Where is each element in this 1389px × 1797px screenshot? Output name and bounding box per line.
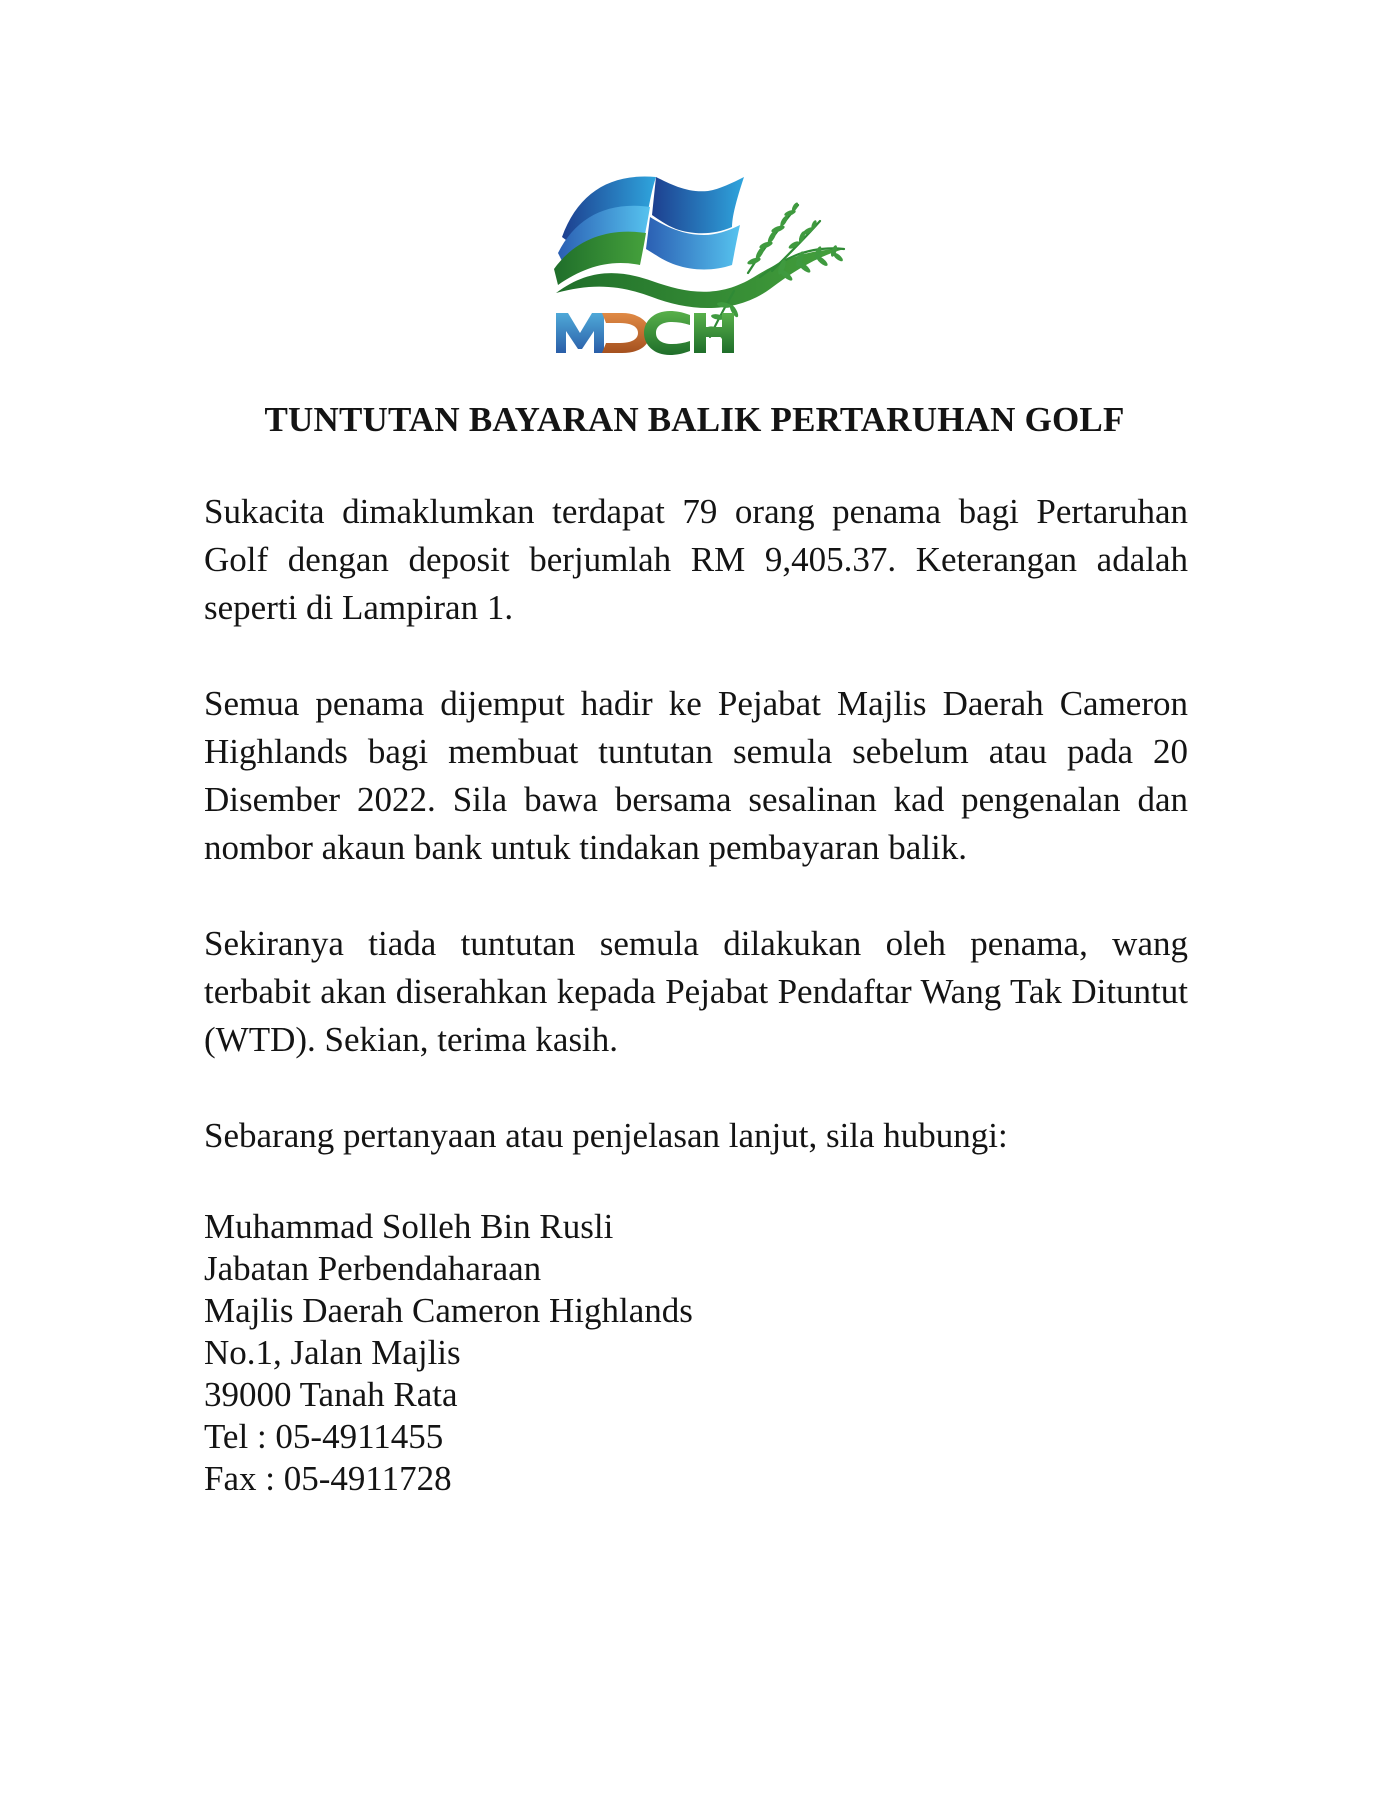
contact-address-line2: 39000 Tanah Rata [204,1375,458,1414]
mdch-logo-icon [548,165,884,360]
contact-organization: Majlis Daerah Cameron Highlands [204,1291,693,1330]
paragraph-text: Sekiranya tiada tuntutan semula dilakukan oleh penama, wang terbabit akan diserahkan kepada Pejabat Pendaftar Wang Tak Dituntut (WTD). Sekian, terima kasih. [204,924,1188,1059]
contact-fax: Fax : 05-4911728 [204,1459,452,1498]
contact-address-line1: No.1, Jalan Majlis [204,1333,461,1372]
paragraph-invitation [204,680,1188,872]
paragraph-text: Sukacita dimaklumkan terdapat 79 orang penama bagi Pertaruhan Golf dengan deposit berjumlah RM 9,405.37. Keterangan adalah seperti di Lampiran 1. [204,492,1188,627]
paragraph-text: Sebarang pertanyaan atau penjelasan lanjut, sila hubungi: [204,1116,1008,1155]
document-title: TUNTUTAN BAYARAN BALIK PERTARUHAN GOLF [264,400,1125,439]
contact-name: Muhammad Solleh Bin Rusli [204,1207,614,1246]
paragraph-enquiry [204,1112,1188,1160]
contact-tel: Tel : 05-4911455 [204,1417,444,1456]
paragraph-intro [204,488,1188,632]
paragraph-text: Semua penama dijemput hadir ke Pejabat Majlis Daerah Cameron Highlands bagi membuat tuntutan semula sebelum atau pada 20 Disember 2022. Sila bawa bersama sesalinan kad pengenalan dan nombor akaun bank untuk tindakan pembayaran balik. [204,684,1188,867]
paragraph-unclaimed [204,920,1188,1064]
contact-block [204,1206,1188,1500]
contact-department: Jabatan Perbendaharaan [204,1249,542,1288]
